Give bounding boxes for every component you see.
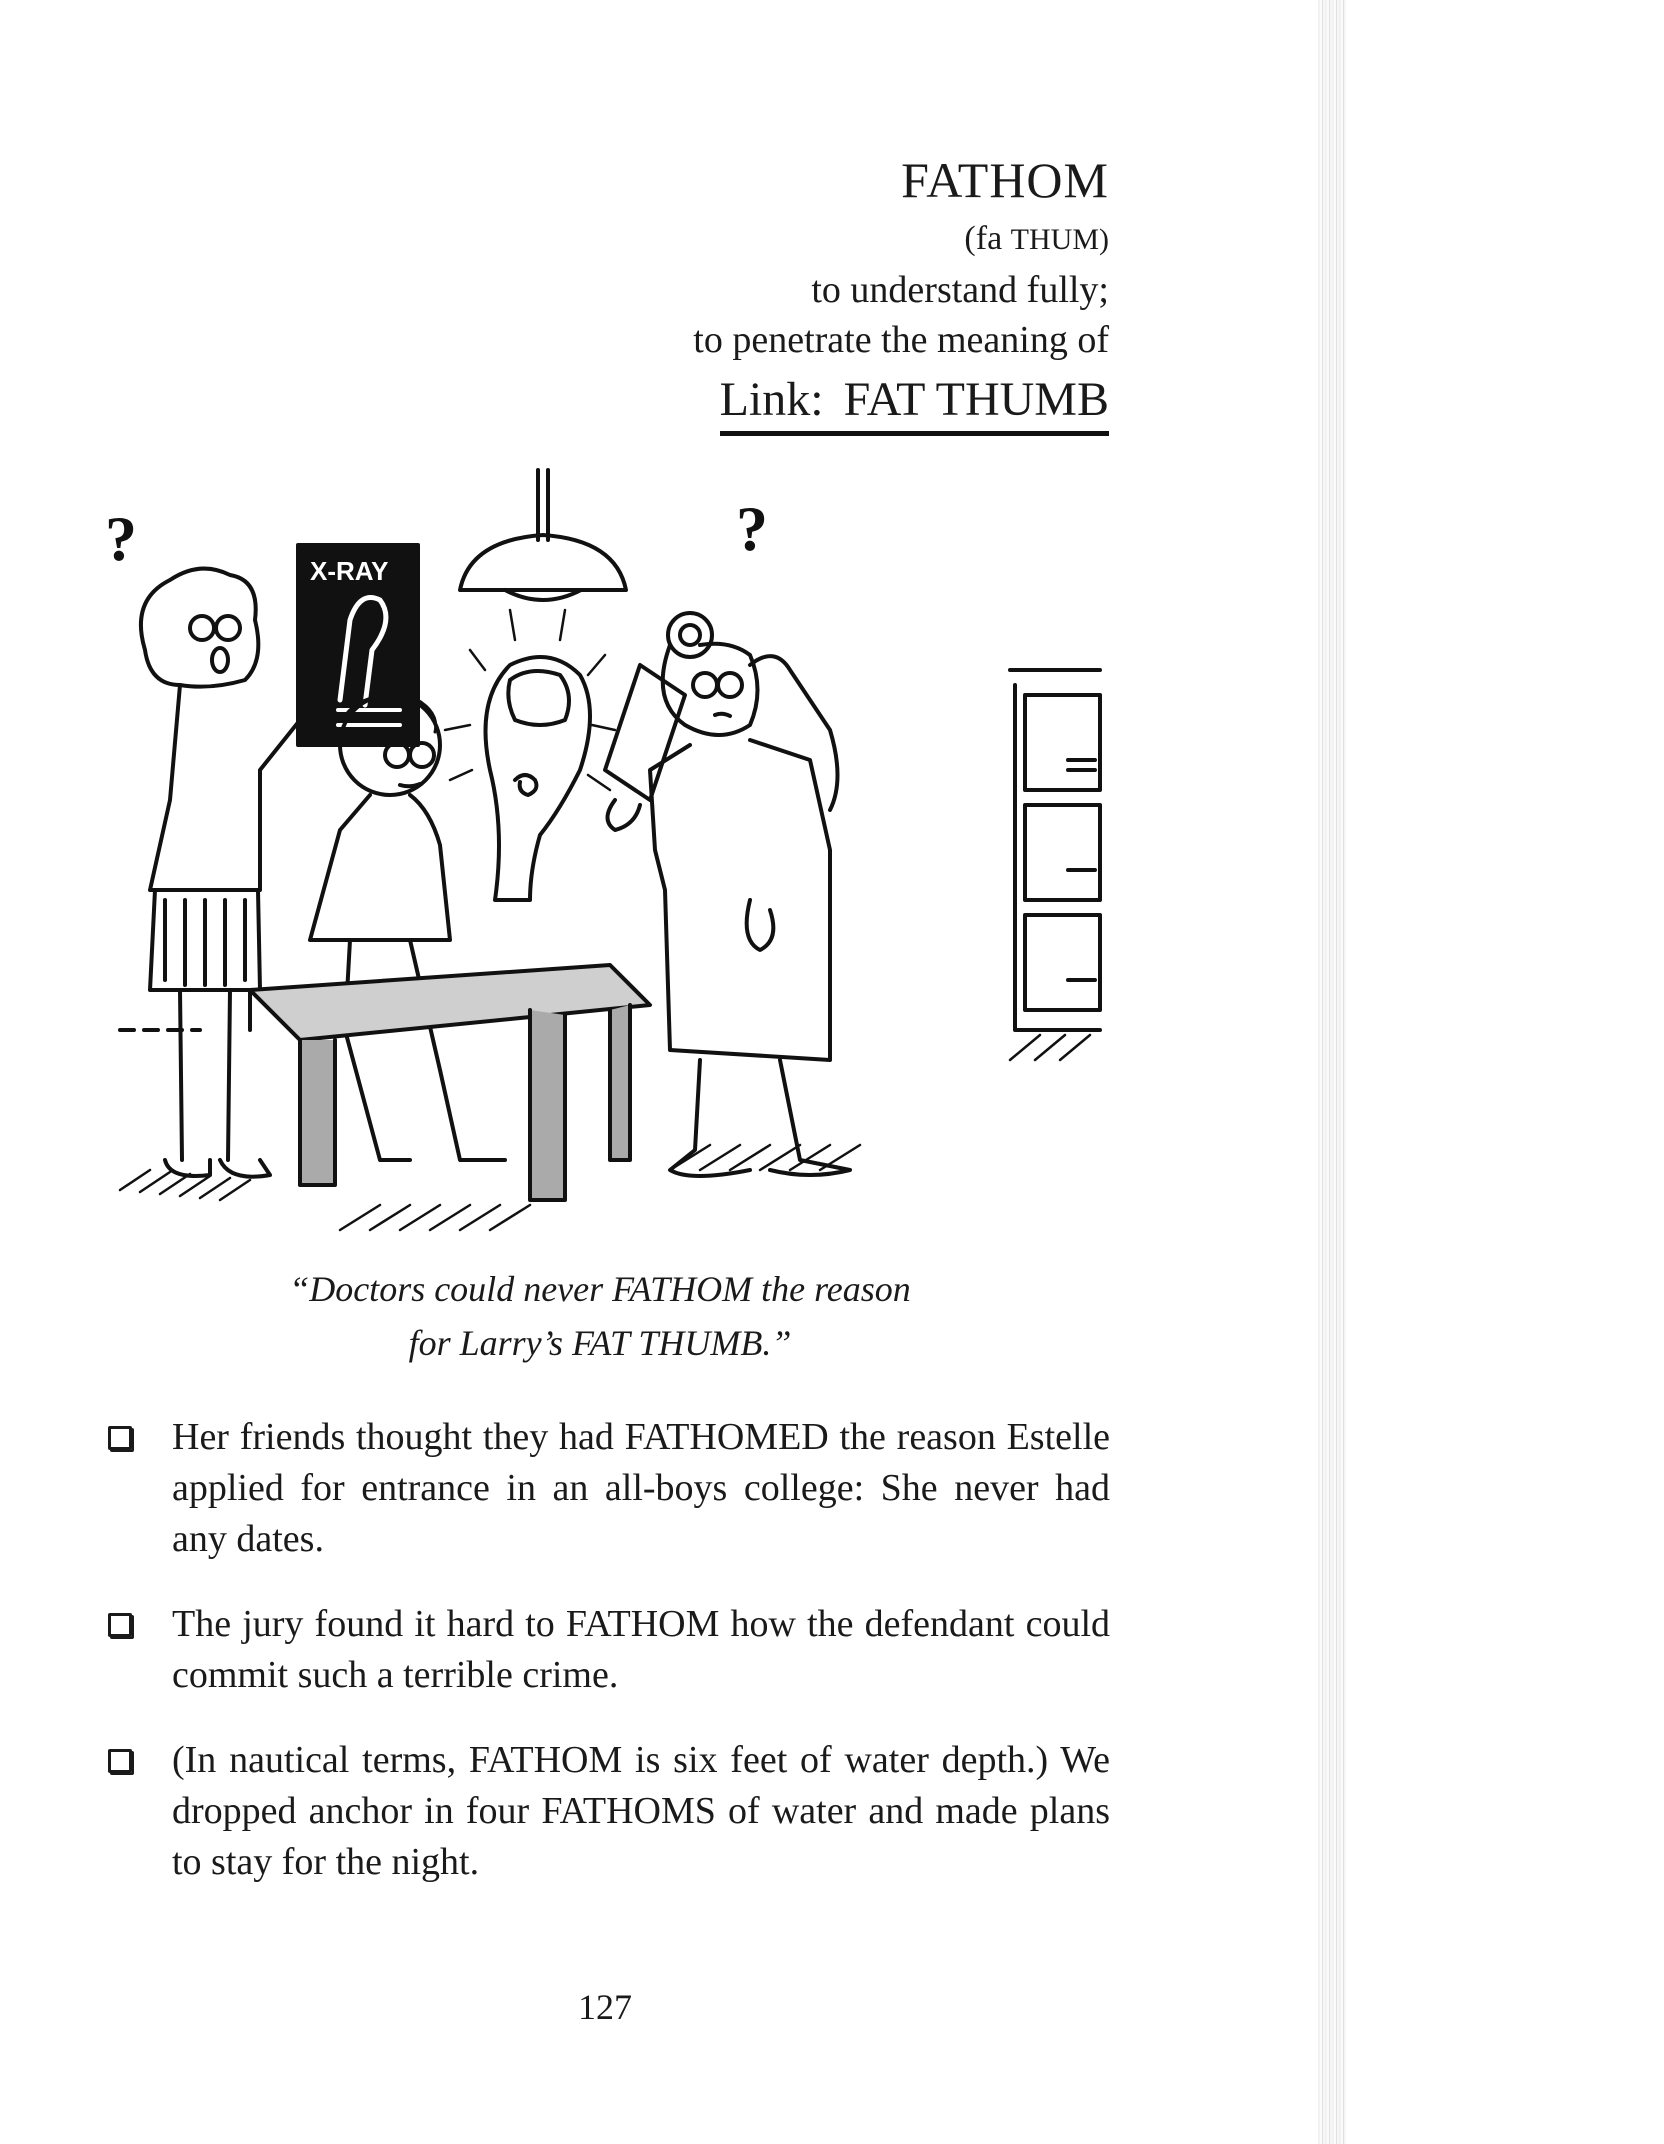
definition-1: to understand fully; bbox=[811, 269, 1109, 311]
example-text: The jury found it hard to FATHOM how the defendant could commit such a terrible crime. bbox=[172, 1603, 1110, 1696]
floor-hatching bbox=[120, 1035, 1090, 1230]
cartoon-caption bbox=[150, 1262, 1050, 1370]
boy-figure bbox=[310, 695, 505, 1160]
page-edge bbox=[1318, 0, 1346, 2144]
link-line bbox=[720, 369, 1109, 436]
pronunciation-stress: THUM) bbox=[1010, 223, 1109, 256]
example-item bbox=[100, 1412, 1110, 1565]
example-text: (In nautical terms, FATHOM is six feet of water depth.) We dropped anchor in four FATHOMS of water and made plans to stay for the night. bbox=[172, 1739, 1110, 1883]
checkbox-icon bbox=[108, 1426, 132, 1450]
caption-line-2: for Larry’s FAT THUMB.” bbox=[408, 1323, 792, 1363]
headword: FATHOM bbox=[901, 152, 1109, 208]
ceiling-lamp bbox=[460, 470, 626, 600]
table bbox=[250, 965, 650, 1200]
cartoon-illustration bbox=[105, 470, 1110, 1240]
doctor-figure bbox=[605, 613, 850, 1176]
fat-thumb bbox=[445, 610, 615, 900]
question-mark-left: ? bbox=[105, 503, 137, 574]
example-item bbox=[100, 1599, 1110, 1701]
example-text: Her friends thought they had FATHOMED the reason Estelle applied for entrance in an all-boys college: She never had any dates. bbox=[172, 1416, 1110, 1560]
pronunciation-open: (fa bbox=[964, 220, 1003, 257]
checkbox-icon bbox=[108, 1613, 132, 1637]
question-mark-right: ? bbox=[736, 493, 768, 564]
page-number: 127 bbox=[578, 1987, 632, 2027]
example-sentences bbox=[100, 1412, 1110, 1922]
link-label: Link: bbox=[719, 373, 824, 426]
entry-header bbox=[469, 150, 1109, 436]
definition-2: to penetrate the meaning of bbox=[693, 319, 1109, 361]
pronunciation bbox=[469, 214, 1109, 265]
caption-line-1: “Doctors could never FATHOM the reason bbox=[289, 1269, 911, 1309]
checkbox-icon bbox=[108, 1749, 132, 1773]
example-item bbox=[100, 1735, 1110, 1888]
link-word: FAT THUMB bbox=[843, 373, 1109, 426]
filing-cabinet bbox=[1010, 670, 1100, 1030]
xray-label-text: X-RAY bbox=[310, 556, 389, 586]
